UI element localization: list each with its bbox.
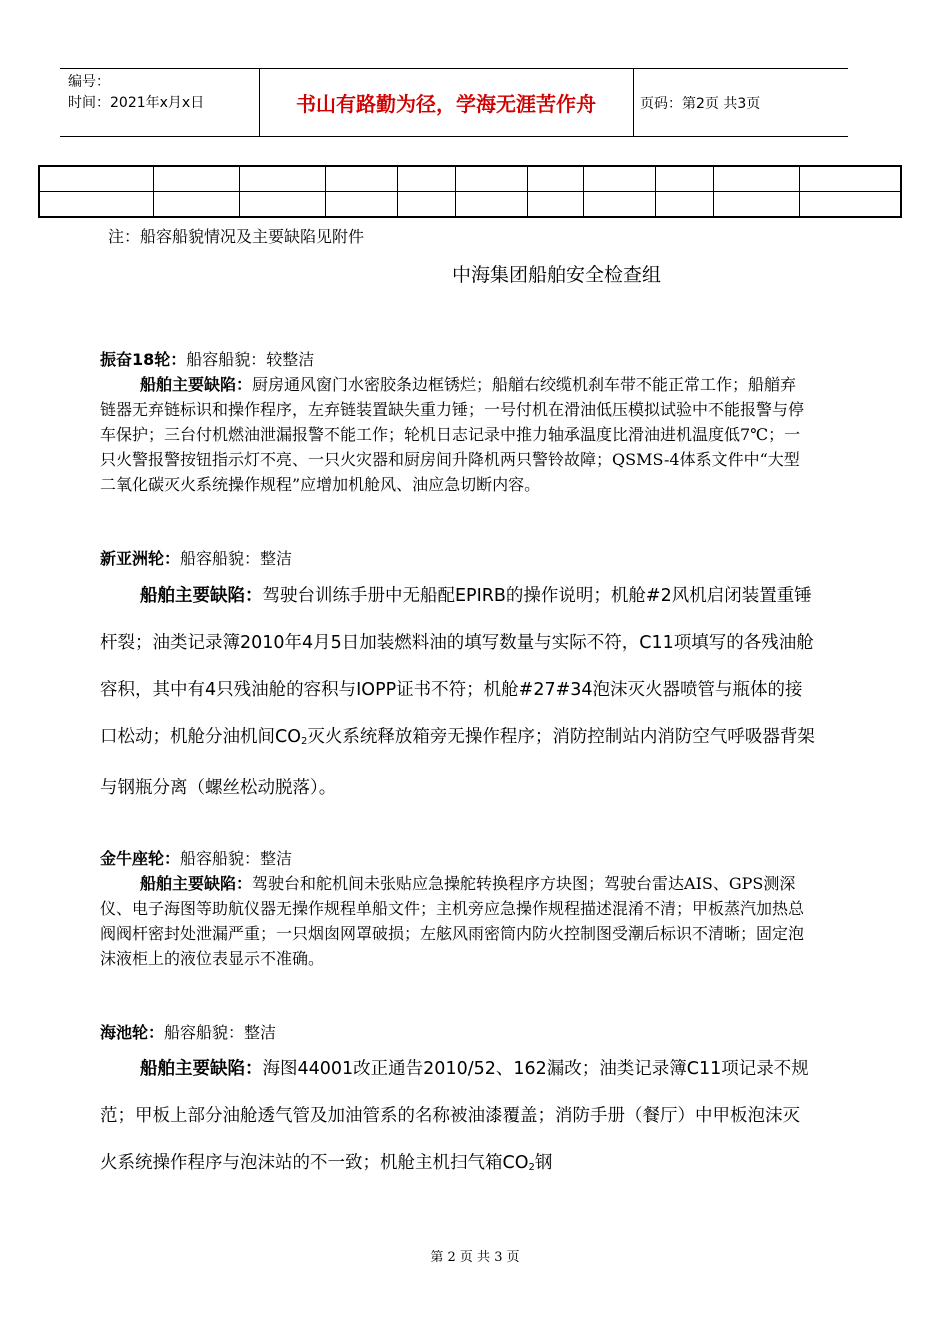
table-cell [325,166,397,192]
table-cell [583,166,655,192]
document-time: 时间：2021年x月x日 [68,95,205,111]
table-cell [39,166,153,192]
ship-appearance: 船容船貌：整洁 [180,549,293,568]
header-meta [68,72,204,114]
ship-section-1 [100,347,810,497]
defect-label: 船舶主要缺陷： [140,375,253,394]
table-cell [583,192,655,218]
ship-section-2 [100,546,810,571]
defect-text: 厨房通风窗门水密胶条边框锈烂；船艏右绞缆机刹车带不能正常工作；船艏弃链器无弃链标识和操作程序，左弃链装置缺失重力锤；一号付机在滑油低压模拟试验中不能报警与停车保护；三台付机燃油泄漏报警不能工作；轮机日志记录中推力轴承温度比滑油进机温度低7℃；一只火警报警按钮指示灯不亮、一只火灾器和厨房间升降机两只警铃故障；QSMS-4体系文件中“大型二氧化碳灭火系统操作规程”应增加机舱风、油应急切断内容。 [100,375,805,494]
ship-section-4 [100,1020,810,1045]
table-cell [655,192,713,218]
ship-section-3 [100,846,810,971]
page-header [60,68,848,137]
table-cell [397,192,455,218]
table-cell [239,192,325,218]
ship-appearance: 船容船貌：整洁 [164,1023,277,1042]
table-row [39,166,901,192]
subscript: 2 [301,736,308,747]
table-cell [239,166,325,192]
defect-label: 船舶主要缺陷： [140,1059,263,1079]
defect-text: 驾驶台和舵机间未张贴应急操舵转换程序方块图；驾驶台雷达AIS、GPS测深仪、电子海图等助航仪器无操作规程单船文件；主机旁应急操作规程描述混淆不清；甲板蒸汽加热总阀阀杆密封处泄漏严重；一只烟囱网罩破损；左舷风雨密筒内防火控制图受潮后标识不清晰；固定泡沫液柜上的液位表显示不准确。 [100,874,805,968]
table-row [39,192,901,218]
table-cell [455,192,527,218]
table-cell [799,166,901,192]
defect-text: 海图44001改正通告2010/52、162漏改；油类记录簿C11项记录不规范；甲板上部分油舱透气管及加油管系的名称被油漆覆盖；消防手册（餐厅）中甲板泡沫灭火系统操作程序与泡沫站的不一致；机舱主机扫气箱CO [100,1059,809,1173]
page-footer: 第 2 页 共 3 页 [430,1250,520,1265]
defect-label: 船舶主要缺陷： [140,586,263,606]
subscript: 2 [528,1162,535,1173]
defect-label: 船舶主要缺陷： [140,874,253,893]
table-cell [527,166,583,192]
document-number-label: 编号： [68,74,110,90]
table-cell [39,192,153,218]
header-divider [633,69,634,136]
table-cell [527,192,583,218]
table-cell [713,166,799,192]
defect-text: 驾驶台训练手册中无船配EPIRB的操作说明；机舱#2风机启闭装置重锤杆裂；油类记录簿2010年4月5日加装燃料油的填写数量与实际不符，C11项填写的各残油舱容积，其中有4只残油舱的容积与IOPP证书不符；机舱#27#34泡沫灭火器喷管与瓶体的接口松动；机舱分油机间CO [100,586,814,747]
table-cell [455,166,527,192]
table-cell [713,192,799,218]
ship-defects-4 [100,1046,816,1191]
header-page-info: 页码：第2页 共3页 [640,96,761,112]
inspection-table [38,165,902,218]
ship-name: 振奋18轮： [100,350,187,369]
ship-defects-2 [100,573,816,812]
ship-name: 海池轮： [100,1023,165,1042]
table-cell [153,166,239,192]
table-cell [799,192,901,218]
table-cell [325,192,397,218]
ship-appearance: 船容船貌：较整洁 [186,350,315,369]
ship-name: 新亚洲轮： [100,549,181,568]
table-cell [153,192,239,218]
ship-name: 金牛座轮： [100,849,181,868]
header-motto: 书山有路勤为径，学海无涯苦作舟 [296,92,596,116]
ship-appearance: 船容船貌：整洁 [180,849,293,868]
signature: 中海集团船舶安全检查组 [452,264,662,286]
defect-text-continued: 灭火系统释放箱旁无操作程序；消防控制站内消防空气呼吸器背架与钢瓶分离（螺丝松动脱落）。 [100,727,815,798]
table-cell [397,166,455,192]
table-cell [655,166,713,192]
defect-text-continued: 钢 [534,1153,553,1173]
attachment-note: 注：船容船貌情况及主要缺陷见附件 [108,227,365,246]
